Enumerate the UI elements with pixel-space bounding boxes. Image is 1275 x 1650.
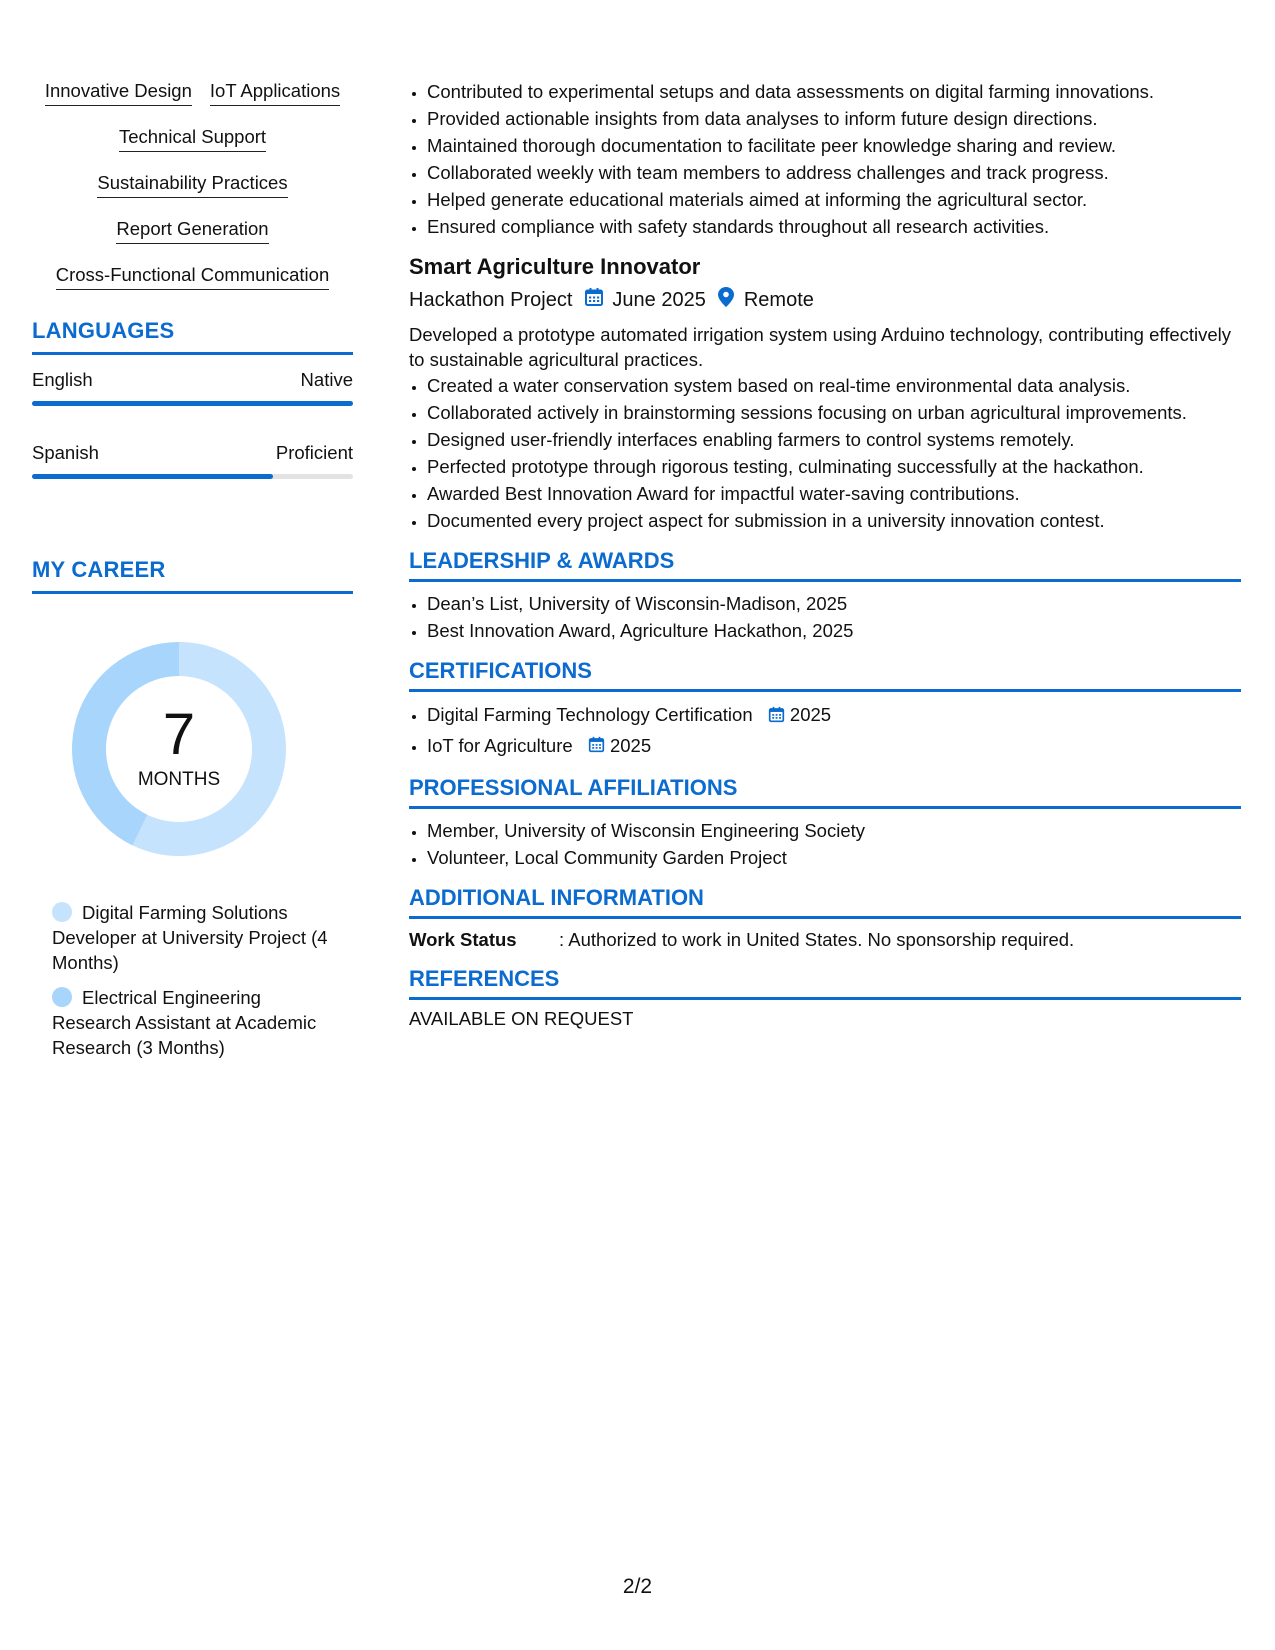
list-item: • Member, University of Wisconsin Engineering Society [427, 817, 1241, 844]
skill-row [32, 218, 353, 244]
certification-year: 2025 [789, 704, 832, 725]
certifications-title: CERTIFICATIONS [409, 658, 592, 683]
page-number: 2/2 [622, 1575, 653, 1598]
certification-name: Digital Farming Technology Certification [427, 704, 753, 725]
list-item: • Designed user-friendly interfaces enabling farmers to control systems remotely. [427, 426, 1241, 453]
skill-tag: IoT Applications [210, 80, 340, 106]
section-divider [409, 916, 1241, 919]
list-item: • Dean’s List, University of Wisconsin-Madison, 2025 [427, 590, 1241, 617]
languages-title: LANGUAGES [32, 318, 175, 343]
right-column [409, 78, 1241, 1030]
section-divider [32, 352, 353, 355]
career-section [32, 557, 353, 1060]
list-item: • Helped generate educational materials aimed at informing the agricultural sector. [427, 186, 1241, 213]
work-status-label: Work Status [409, 929, 517, 951]
skill-row [32, 126, 353, 152]
leadership-section [409, 548, 1241, 644]
career-title: MY CAREER [32, 557, 166, 582]
language-level: Proficient [275, 442, 353, 463]
project-description: Developed a prototype automated irrigation system using Arduino technology, contributing effectively to sustainable agricultural practices. [409, 324, 1232, 370]
list-item: • Ensured compliance with safety standards throughout all research activities. [427, 213, 1241, 240]
legend-dot [52, 902, 72, 922]
language-item [32, 442, 353, 479]
skill-tag: Cross-Functional Communication [56, 264, 330, 290]
location-pin-icon [718, 287, 734, 313]
skill-row [32, 264, 353, 290]
language-name: English [32, 369, 93, 390]
language-bar-fill [32, 474, 273, 479]
skill-tag: Technical Support [119, 126, 266, 152]
calendar-icon [588, 732, 605, 761]
project-bullets [409, 372, 1241, 534]
legend-label: Digital Farming Solutions Developer at University Project (4 Months) [52, 902, 328, 973]
project-location: Remote [743, 288, 814, 311]
list-item: • Volunteer, Local Community Garden Project [427, 844, 1241, 871]
section-divider [409, 689, 1241, 692]
list-item: • Best Innovation Award, Agriculture Hackathon, 2025 [427, 617, 1241, 644]
languages-section [32, 318, 353, 479]
work-status-value: : Authorized to work in United States. No sponsorship required. [559, 929, 1075, 951]
skill-tag: Innovative Design [45, 80, 192, 106]
language-bar [32, 474, 353, 479]
career-legend [52, 900, 342, 1060]
references-title: REFERENCES [409, 966, 560, 992]
section-divider [409, 579, 1241, 582]
language-name: Spanish [32, 442, 99, 463]
section-divider [32, 591, 353, 594]
language-bar [32, 401, 353, 406]
certification-name: IoT for Agriculture [427, 734, 573, 756]
list-item: • Documented every project aspect for submission in a university innovation contest. [427, 507, 1241, 534]
skills-list [32, 80, 353, 290]
project-entry [409, 254, 1241, 534]
project-date: June 2025 [612, 288, 706, 311]
additional-info-section [409, 885, 1241, 952]
list-item: • Provided actionable insights from data analyses to inform future design directions. [427, 105, 1241, 132]
legend-item [52, 900, 342, 975]
work-status-row [409, 927, 1241, 952]
list-item: • Created a water conservation system based on real-time environmental data analysis. [427, 372, 1241, 399]
list-item: • Maintained thorough documentation to facilitate peer knowledge sharing and review. [427, 132, 1241, 159]
career-total-unit: MONTHS [137, 769, 221, 790]
language-item [32, 369, 353, 406]
list-item: • Contributed to experimental setups and data assessments on digital farming innovations. [427, 78, 1241, 105]
legend-item [52, 985, 342, 1060]
skill-row [32, 80, 353, 106]
additional-info-title: ADDITIONAL INFORMATION [409, 885, 704, 911]
affiliations-section [409, 775, 1241, 871]
legend-dot [52, 987, 72, 1007]
list-item: • Collaborated actively in brainstorming sessions focusing on urban agricultural improvements. [427, 399, 1241, 426]
calendar-icon [584, 287, 604, 313]
left-column [32, 80, 353, 1070]
project-meta [409, 287, 1241, 313]
list-item: • Awarded Best Innovation Award for impactful water-saving contributions. [427, 480, 1241, 507]
career-donut-chart [64, 634, 294, 864]
skill-tag: Sustainability Practices [97, 172, 287, 198]
certification-year: 2025 [609, 734, 652, 756]
affiliations-title: PROFESSIONAL AFFILIATIONS [409, 775, 738, 801]
language-bar-fill [32, 401, 353, 406]
skill-row [32, 172, 353, 198]
references-text: AVAILABLE ON REQUEST [409, 1008, 634, 1030]
language-level: Native [300, 369, 353, 390]
skill-tag: Report Generation [116, 218, 268, 244]
certification-item [427, 700, 1241, 731]
list-item: • Collaborated weekly with team members to address challenges and track progress. [427, 159, 1241, 186]
experience-bullets [409, 78, 1241, 240]
legend-label: Electrical Engineering Research Assistant at Academic Research (3 Months) [52, 987, 317, 1058]
certifications-section [409, 658, 1241, 761]
leadership-title: LEADERSHIP & AWARDS [409, 548, 675, 573]
section-divider [409, 806, 1241, 809]
project-org: Hackathon Project [409, 288, 573, 311]
project-title: Smart Agriculture Innovator [409, 254, 701, 279]
references-section [409, 966, 1241, 1030]
section-divider [409, 997, 1241, 1000]
list-item: • Perfected prototype through rigorous testing, culminating successfully at the hackathon. [427, 453, 1241, 480]
career-total-value: 7 [162, 702, 196, 767]
certification-item [427, 731, 1241, 762]
calendar-icon [768, 702, 785, 731]
